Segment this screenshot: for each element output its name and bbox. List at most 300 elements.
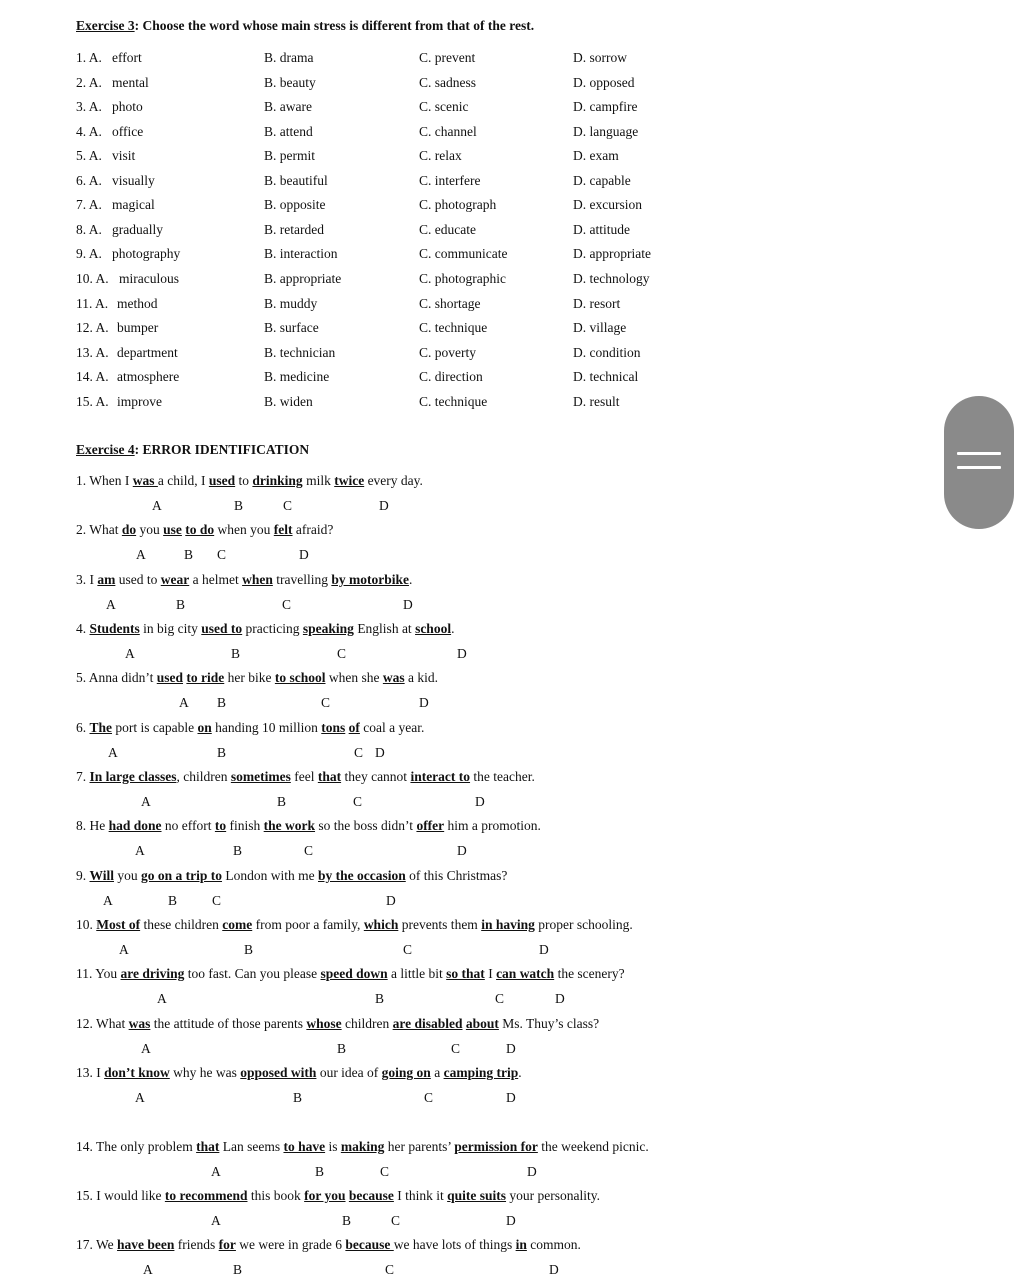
sentence-text: 11. You — [76, 966, 121, 981]
underlined-segment: Students — [89, 621, 140, 636]
answer-letter: D — [506, 1213, 516, 1228]
option-d: D. capable — [573, 173, 631, 188]
sentence-text: English at — [353, 621, 416, 636]
question-number: 12. A. — [76, 320, 109, 335]
underlined-segment: by motorbike — [331, 572, 409, 587]
underlined-segment: to ride — [186, 670, 225, 685]
answer-letter: A — [136, 547, 146, 562]
option-b: B. aware — [264, 99, 312, 114]
answer-letter: C — [337, 646, 347, 661]
error-question — [76, 917, 633, 933]
answer-letter: C — [495, 991, 505, 1006]
answer-letter: C — [385, 1262, 395, 1277]
sentence-text: afraid? — [292, 522, 334, 537]
sentence-text: I — [484, 966, 497, 981]
answer-letter: A — [211, 1164, 221, 1179]
answer-letter: D — [539, 942, 549, 957]
underlined-segment: to do — [185, 522, 215, 537]
answer-letter: A — [106, 597, 116, 612]
option-a: office — [112, 124, 144, 139]
underlined-segment: Will — [89, 868, 115, 883]
option-d: D. language — [573, 124, 639, 139]
answer-letter: A — [141, 794, 151, 809]
grip-line-bottom — [957, 466, 1001, 469]
sentence-text: 9. — [76, 868, 90, 883]
option-c: C. poverty — [419, 345, 476, 360]
underlined-segment: quite suits — [447, 1188, 507, 1203]
sentence-text: these children — [140, 917, 223, 932]
option-c: C. photograph — [419, 197, 497, 212]
option-d: D. excursion — [573, 197, 642, 212]
underlined-segment: was — [132, 473, 158, 488]
sentence-text: our idea of — [316, 1065, 382, 1080]
question-number: 15. A. — [76, 394, 109, 409]
sentence-text: a little bit — [387, 966, 447, 981]
sentence-text: coal a year. — [359, 720, 425, 735]
underlined-segment: whose — [306, 1016, 342, 1031]
answer-letter: B — [217, 695, 227, 710]
question-number: 9. A. — [76, 246, 102, 261]
answer-letter: B — [233, 1262, 243, 1277]
answer-letter: A — [135, 1090, 145, 1105]
underlined-segment: have been — [117, 1237, 175, 1252]
option-c: C. communicate — [419, 246, 508, 261]
option-a: miraculous — [119, 271, 179, 286]
answer-letter: C — [451, 1041, 461, 1056]
option-c: C. prevent — [419, 50, 476, 65]
answer-letter: C — [212, 893, 222, 908]
sentence-text: her parents’ — [384, 1139, 455, 1154]
sentence-text: from poor a family, — [252, 917, 364, 932]
sentence-text: 15. I would like — [76, 1188, 165, 1203]
option-c: C. technique — [419, 320, 488, 335]
answer-letter: C — [403, 942, 413, 957]
option-d: D. exam — [573, 148, 619, 163]
answer-letter: C — [283, 498, 293, 513]
answer-letter: D — [403, 597, 413, 612]
underlined-segment: to school — [274, 670, 326, 685]
sentence-text: to — [235, 473, 253, 488]
underlined-segment: speed down — [320, 966, 388, 981]
sentence-text: friends — [174, 1237, 219, 1252]
option-b: B. muddy — [264, 296, 318, 311]
error-question — [76, 966, 625, 982]
sentence-text: the attitude of those parents — [150, 1016, 307, 1031]
underlined-segment: camping trip — [443, 1065, 519, 1080]
underlined-segment: to recommend — [164, 1188, 248, 1203]
answer-letter: B — [277, 794, 287, 809]
answer-letter: A — [141, 1041, 151, 1056]
answer-letter: A — [108, 745, 118, 760]
sentence-text: 2. What — [76, 522, 122, 537]
underlined-segment: which — [363, 917, 399, 932]
sentence-text: , children — [176, 769, 231, 784]
answer-letter: C — [282, 597, 292, 612]
answer-letter: D — [475, 794, 485, 809]
sentence-text: London with me — [222, 868, 319, 883]
error-question — [76, 1188, 600, 1204]
answer-letter: D — [379, 498, 389, 513]
answer-letter: B — [375, 991, 385, 1006]
underlined-segment: don’t know — [104, 1065, 170, 1080]
question-number: 5. A. — [76, 148, 102, 163]
grip-line-top — [957, 452, 1001, 455]
answer-letter: B — [176, 597, 186, 612]
answer-letter: D — [527, 1164, 537, 1179]
sentence-text: the teacher. — [470, 769, 535, 784]
sentence-text: 3. I — [76, 572, 98, 587]
option-d: D. opposed — [573, 75, 635, 90]
sentence-text: the scenery? — [554, 966, 625, 981]
question-number: 11. A. — [76, 296, 109, 311]
underlined-segment: was — [382, 670, 405, 685]
underlined-segment: use — [163, 522, 182, 537]
sentence-text: you — [114, 868, 142, 883]
question-number: 10. A. — [76, 271, 109, 286]
sentence-text: travelling — [272, 572, 332, 587]
question-number: 3. A. — [76, 99, 102, 114]
error-question — [76, 720, 424, 736]
sentence-text: . — [451, 621, 455, 636]
answer-letter: A — [179, 695, 189, 710]
underlined-segment: on — [197, 720, 212, 735]
sentence-text: 8. He — [76, 818, 109, 833]
sentence-text: her bike — [224, 670, 275, 685]
option-b: B. drama — [264, 50, 314, 65]
sentence-text: a helmet — [189, 572, 243, 587]
underlined-segment: speaking — [302, 621, 354, 636]
answer-letter: C — [424, 1090, 434, 1105]
answer-letter: A — [211, 1213, 221, 1228]
answer-letter: D — [386, 893, 396, 908]
option-b: B. interaction — [264, 246, 338, 261]
underlined-segment: come — [222, 917, 253, 932]
option-c: C. sadness — [419, 75, 476, 90]
option-a: visually — [112, 173, 155, 188]
underlined-segment: by the occasion — [318, 868, 406, 883]
error-question — [76, 1237, 581, 1253]
option-d: D. resort — [573, 296, 621, 311]
option-a: gradually — [112, 222, 163, 237]
answer-letter: C — [304, 843, 314, 858]
underlined-segment: that — [196, 1139, 220, 1154]
option-c: C. educate — [419, 222, 476, 237]
option-d: D. attitude — [573, 222, 630, 237]
option-b: B. opposite — [264, 197, 326, 212]
underlined-segment: used — [156, 670, 184, 685]
underlined-segment: interact to — [410, 769, 471, 784]
underlined-segment: are disabled — [392, 1016, 463, 1031]
sentence-text: a — [430, 1065, 444, 1080]
answer-letter: B — [337, 1041, 347, 1056]
option-c: C. scenic — [419, 99, 469, 114]
answer-letter: A — [125, 646, 135, 661]
exercise4-heading: : ERROR IDENTIFICATION — [134, 442, 310, 457]
underlined-segment: had done — [108, 818, 162, 833]
sentence-text: they cannot — [341, 769, 411, 784]
sentence-text: the weekend picnic. — [537, 1139, 649, 1154]
sentence-text: 6. — [76, 720, 90, 735]
exercise4-title — [76, 442, 309, 458]
sentence-text: proper schooling. — [534, 917, 633, 932]
answer-letter: A — [157, 991, 167, 1006]
sentence-text: in big city — [139, 621, 202, 636]
sentence-text: 10. — [76, 917, 97, 932]
underlined-segment: of — [348, 720, 360, 735]
sentence-text: . — [518, 1065, 522, 1080]
sentence-text: common. — [526, 1237, 581, 1252]
sentence-text: him a promotion. — [444, 818, 541, 833]
underlined-segment: for you — [304, 1188, 346, 1203]
scroll-handle[interactable] — [944, 396, 1014, 529]
answer-letter: A — [119, 942, 129, 957]
underlined-segment: opposed with — [240, 1065, 317, 1080]
answer-letter: C — [391, 1213, 401, 1228]
underlined-segment: going on — [381, 1065, 431, 1080]
answer-letter: B — [293, 1090, 303, 1105]
underlined-segment: am — [97, 572, 116, 587]
option-a: department — [117, 345, 178, 360]
option-a: atmosphere — [117, 369, 180, 384]
answer-letter: D — [419, 695, 429, 710]
sentence-text: we have lots of things — [393, 1237, 516, 1252]
question-number: 2. A. — [76, 75, 102, 90]
question-number: 8. A. — [76, 222, 102, 237]
answer-letter: D — [506, 1041, 516, 1056]
option-d: D. condition — [573, 345, 641, 360]
error-question — [76, 868, 507, 884]
sentence-text: too fast. Can you please — [184, 966, 321, 981]
option-b: B. attend — [264, 124, 313, 139]
sentence-text: Ms. Thuy’s class? — [498, 1016, 600, 1031]
error-question — [76, 621, 454, 637]
underlined-segment: in — [515, 1237, 527, 1252]
sentence-text: I think it — [393, 1188, 448, 1203]
sentence-text: children — [341, 1016, 393, 1031]
answer-letter: D — [299, 547, 309, 562]
underlined-segment: used — [208, 473, 236, 488]
answer-letter: D — [549, 1262, 559, 1277]
exercise3-title — [76, 18, 534, 34]
question-number: 6. A. — [76, 173, 102, 188]
option-a: visit — [112, 148, 136, 163]
underlined-segment: used to — [201, 621, 243, 636]
sentence-text: every day. — [364, 473, 423, 488]
answer-letter: C — [354, 745, 364, 760]
option-a: photo — [112, 99, 143, 114]
error-question — [76, 1139, 649, 1155]
sentence-text: a kid. — [404, 670, 439, 685]
sentence-text: 14. The only problem — [76, 1139, 197, 1154]
answer-letter: D — [457, 843, 467, 858]
question-number: 14. A. — [76, 369, 109, 384]
sentence-text: . — [408, 572, 413, 587]
option-d: D. technology — [573, 271, 650, 286]
sentence-text: 13. I — [76, 1065, 105, 1080]
error-question — [76, 818, 541, 834]
answer-letter: B — [233, 843, 243, 858]
exercise3-label: Exercise 3 — [76, 18, 135, 33]
answer-letter: C — [353, 794, 363, 809]
answer-letter: D — [457, 646, 467, 661]
underlined-segment: in having — [481, 917, 535, 932]
option-a: method — [117, 296, 158, 311]
error-question — [76, 769, 535, 785]
error-question — [76, 473, 423, 489]
answer-letter: A — [135, 843, 145, 858]
option-b: B. permit — [264, 148, 315, 163]
sentence-text: 17. We — [76, 1237, 118, 1252]
sentence-text: we were in grade 6 — [235, 1237, 346, 1252]
underlined-segment: school — [415, 621, 452, 636]
sentence-text: 7. — [76, 769, 90, 784]
exercise4-label: Exercise 4 — [76, 442, 135, 457]
underlined-segment: for — [218, 1237, 236, 1252]
option-b: B. technician — [264, 345, 336, 360]
option-a: improve — [117, 394, 162, 409]
option-d: D. result — [573, 394, 620, 409]
sentence-text: 4. — [76, 621, 90, 636]
sentence-text: handing 10 million — [211, 720, 322, 735]
error-question — [76, 1065, 522, 1081]
sentence-text: feel — [290, 769, 318, 784]
answer-letter: A — [103, 893, 113, 908]
sentence-text: 12. What — [76, 1016, 129, 1031]
sentence-text: 5. Anna didn’t — [76, 670, 157, 685]
underlined-segment: to have — [283, 1139, 326, 1154]
underlined-segment: to — [214, 818, 227, 833]
sentence-text: prevents them — [398, 917, 482, 932]
underlined-segment: permission for — [454, 1139, 538, 1154]
exercise3-instruction: : Choose the word whose main stress is different from that of the rest. — [134, 18, 535, 33]
underlined-segment: that — [317, 769, 342, 784]
question-number: 13. A. — [76, 345, 109, 360]
answer-letter: C — [380, 1164, 390, 1179]
option-a: photography — [112, 246, 181, 261]
question-number: 1. A. — [76, 50, 102, 65]
answer-letter: D — [506, 1090, 516, 1105]
sentence-text: so the boss didn’t — [315, 818, 417, 833]
underlined-segment: The — [89, 720, 113, 735]
option-b: B. beauty — [264, 75, 316, 90]
sentence-text: Lan seems — [219, 1139, 284, 1154]
sentence-text: 1. When I — [76, 473, 133, 488]
underlined-segment: making — [340, 1139, 385, 1154]
option-a: effort — [112, 50, 142, 65]
answer-letter: B — [168, 893, 178, 908]
answer-letter: D — [555, 991, 565, 1006]
option-d: D. technical — [573, 369, 639, 384]
option-b: B. retarded — [264, 222, 324, 237]
underlined-segment: wear — [160, 572, 190, 587]
answer-letter: B — [234, 498, 244, 513]
answer-letter: A — [152, 498, 162, 513]
sentence-text: when you — [214, 522, 274, 537]
option-c: C. interfere — [419, 173, 481, 188]
answer-letter: C — [217, 547, 227, 562]
sentence-text: is — [325, 1139, 341, 1154]
sentence-text: port is capable — [112, 720, 198, 735]
option-d: D. campfire — [573, 99, 638, 114]
answer-letter: A — [143, 1262, 153, 1277]
option-b: B. appropriate — [264, 271, 342, 286]
option-a: magical — [112, 197, 155, 212]
error-question — [76, 1016, 599, 1032]
option-b: B. medicine — [264, 369, 330, 384]
sentence-text: milk — [302, 473, 335, 488]
underlined-segment: sometimes — [230, 769, 291, 784]
sentence-text: finish — [226, 818, 264, 833]
question-number: 7. A. — [76, 197, 102, 212]
option-d: D. appropriate — [573, 246, 651, 261]
answer-letter: B — [244, 942, 254, 957]
sentence-text: this book — [247, 1188, 305, 1203]
option-a: mental — [112, 75, 149, 90]
underlined-segment: when — [242, 572, 273, 587]
sentence-text: practicing — [242, 621, 303, 636]
sentence-text: no effort — [161, 818, 215, 833]
underlined-segment: tons — [321, 720, 346, 735]
underlined-segment: drinking — [252, 473, 303, 488]
option-b: B. surface — [264, 320, 319, 335]
underlined-segment: are driving — [120, 966, 185, 981]
underlined-segment: twice — [334, 473, 365, 488]
option-a: bumper — [117, 320, 159, 335]
option-c: C. channel — [419, 124, 477, 139]
sentence-text: a child, I — [157, 473, 209, 488]
option-d: D. village — [573, 320, 627, 335]
answer-letter: B — [342, 1213, 352, 1228]
answer-letter: B — [217, 745, 227, 760]
error-question — [76, 670, 438, 686]
sentence-text: your personality. — [506, 1188, 601, 1203]
option-c: C. technique — [419, 394, 488, 409]
answer-letter: C — [321, 695, 331, 710]
option-c: C. direction — [419, 369, 483, 384]
underlined-segment: about — [465, 1016, 499, 1031]
answer-letter: D — [375, 745, 385, 760]
underlined-segment: go on a trip to — [141, 868, 223, 883]
option-d: D. sorrow — [573, 50, 627, 65]
question-number: 4. A. — [76, 124, 102, 139]
underlined-segment: can watch — [496, 966, 555, 981]
underlined-segment: In large classes — [89, 769, 177, 784]
sentence-text: when she — [325, 670, 383, 685]
error-question — [76, 572, 412, 588]
option-c: C. shortage — [419, 296, 481, 311]
underlined-segment: because — [345, 1237, 394, 1252]
sentence-text: used to — [115, 572, 161, 587]
sentence-text: why he was — [169, 1065, 241, 1080]
underlined-segment: felt — [273, 522, 293, 537]
underlined-segment: Most of — [96, 917, 141, 932]
underlined-segment: offer — [416, 818, 445, 833]
error-question — [76, 522, 333, 538]
option-b: B. beautiful — [264, 173, 328, 188]
underlined-segment: was — [128, 1016, 151, 1031]
sentence-text: of this Christmas? — [405, 868, 508, 883]
answer-letter: B — [184, 547, 194, 562]
underlined-segment: because — [348, 1188, 394, 1203]
sentence-text: you — [136, 522, 164, 537]
answer-letter: B — [231, 646, 241, 661]
answer-letter: B — [315, 1164, 325, 1179]
option-c: C. relax — [419, 148, 462, 163]
option-c: C. photographic — [419, 271, 506, 286]
underlined-segment: so that — [446, 966, 485, 981]
underlined-segment: the work — [263, 818, 316, 833]
option-b: B. widen — [264, 394, 313, 409]
